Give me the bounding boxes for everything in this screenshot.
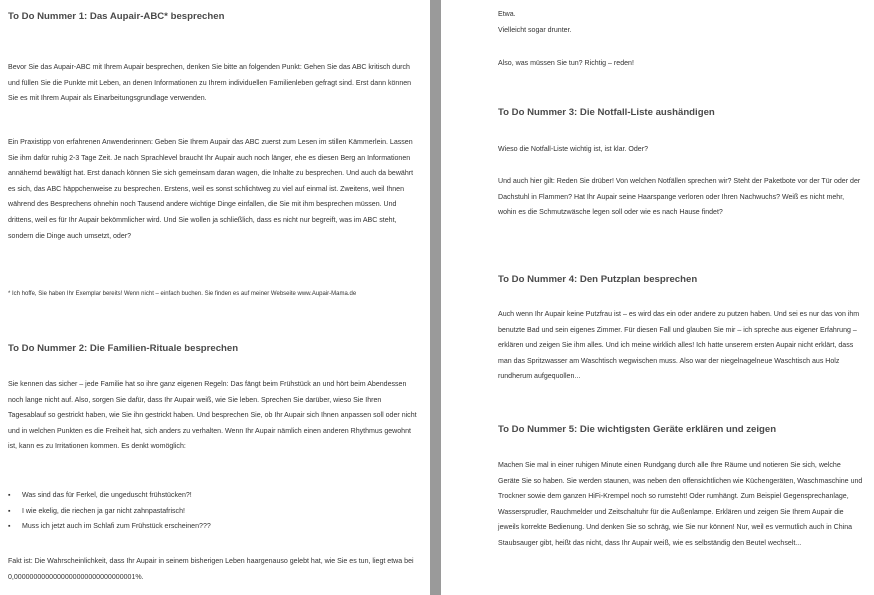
bullet-list: [8, 488, 418, 535]
heading-todo-1: To Do Nummer 1: Das Aupair-ABC* besprechen: [8, 11, 225, 22]
paragraph-praxistipp: Ein Praxistipp von erfahrenen Anwenderinnen: Geben Sie Ihrem Aupair das ABC zuerst zum Lesen im stillen Kämmerlein. Lassen Sie ihm dafür ruhig 2-3 Tage Zeit. Je nach Sprachlevel braucht Ihr Aupair auch noch länger, ehe es diesen Berg an Informationen annähernd bewältigt hat. Erst danach können Sie sich gemeinsam daran wagen, die Inhalte zu besprechen. Und auch da bewährt es sich, das ABC häppchenweise zu besprechen. Erstens, weil es sonst schlichtweg zu viel auf einmal ist. Zweitens, weil Ihnen während des Besprechens ohnehin noch Tausend andere wichtige Dinge einfallen, die Sie mit ihm besprechen müssen. Und drittens, weil es für Ihr Aupair bekömmlicher wird. Und Sie wollen ja schließlich, dass es nicht nur begreift, was im ABC steht, sondern die Dinge auch umsetzt, oder?: [8, 139, 414, 240]
list-item: ▪ Muss ich jetzt auch im Schlafi zum Frühstück erscheinen???: [8, 519, 418, 535]
paragraph-reden: Also, was müssen Sie tun? Richtig – reden!: [498, 60, 634, 67]
paragraph-abc-intro: Bevor Sie das Aupair-ABC mit Ihrem Aupair besprechen, denken Sie bitte an folgenden Punkt: Gehen Sie das ABC kritisch durch und füllen Sie die Punkte mit Leben, an denen Informationen zu Ihrem individuellen Familienleben gefragt sind. Erst dann können Sie es mit Ihrem Aupair als Einarbeitungsgrundlage verwenden.: [8, 64, 412, 103]
list-item: ▪ Was sind das für Ferkel, die ungeduscht frühstücken?!: [8, 488, 418, 504]
footnote: * Ich hoffe, Sie haben Ihr Exemplar bereits! Wenn nicht – einfach buchen. Sie finden es auf meiner Webseite www.Aupair-Mama.de: [8, 291, 357, 297]
document-page-right: [441, 0, 874, 595]
heading-todo-3: To Do Nummer 3: Die Notfall-Liste aushändigen: [498, 107, 715, 118]
paragraph-notfall: Wieso die Notfall-Liste wichtig ist, ist klar. Oder?: [498, 146, 648, 153]
heading-todo-4: To Do Nummer 4: Den Putzplan besprechen: [498, 274, 698, 285]
paragraph-putzplan: Auch wenn Ihr Aupair keine Putzfrau ist – es wird das ein oder andere zu putzen haben. Und sei es nur das von ihm benutzte Bad und sein eigenes Zimmer. Für diesen Fall und glauben Sie mir – ich spreche aus eigener Erfahrung – erklären und zeigen Sie ihm alles. Und ich meine wirklich alles! Ich hatte unserem ersten Aupair nicht erklärt, dass man das Spritzwasser am Waschtisch wegwischen muss. Also war der niegelnagelneue Waschtisch aus Holz rundherum aufgequollen...: [498, 311, 860, 381]
heading-todo-5: To Do Nummer 5: Die wichtigsten Geräte erklären und zeigen: [498, 424, 777, 435]
paragraph-etwa: Etwa. Vielleicht sogar drunter.: [498, 11, 572, 34]
heading-todo-2: To Do Nummer 2: Die Familien-Rituale besprechen: [8, 343, 239, 354]
document-page-left: [0, 0, 430, 595]
paragraph-geraete: Machen Sie mal in einer ruhigen Minute einen Rundgang durch alle Ihre Räume und notieren Sie sich, welche Geräte Sie so haben. Sie werden staunen, was neben den offensichtlichen wie Küchengeräten, Waschmaschine und Trockner sowie dem ganzen HiFi-Krempel noch so rumsteht! Oder rumhängt. Zum Beispiel Gegensprechanlage, Wassersprudler, Rauchmelder und Zeitschaltuhr für die Außenlampe. Erklären und zeigen Sie Ihrem Aupair die jeweils korrekte Bedienung. Und denken Sie so schräg, wie Sie nur können! Nur, weil es vermutlich auch in China Staubsauger gibt, heißt das nicht, dass Ihr Aupair weiß, wie es selbständig den Beutel wechselt...: [498, 462, 863, 547]
page-gutter: [430, 0, 441, 595]
paragraph-notfall-details: Und auch hier gilt: Reden Sie drüber! Von welchen Notfällen sprechen wir? Steht der Paketbote vor der Tür oder der Dachstuhl in Flammen? Hat Ihr Aupair seine Haarspange verloren oder Ihren Nachwuchs? Weiß es nicht mehr, wohin es die Schmutzwäsche legen soll oder wie es nach Hause findet?: [498, 178, 861, 217]
paragraph-fakt: Fakt ist: Die Wahrscheinlichkeit, dass Ihr Aupair in seinem bisherigen Leben haargenauso gelebt hat, wie Sie es tun, liegt etwa bei 0,0000000000000000000000000000001%.: [8, 558, 414, 581]
list-item: ▪ I wie ekelig, die riechen ja gar nicht zahnpastafrisch!: [8, 504, 418, 520]
paragraph-rituale: Sie kennen das sicher – jede Familie hat so ihre ganz eigenen Regeln: Das fängt beim Frühstück an und hört beim Abendessen noch lange nicht auf. Also, sorgen Sie dafür, dass Ihr Aupair weiß, wie Sie leben. Sprechen Sie darüber, wieso Sie Ihren Tagesablauf so gestrickt haben, wie Sie ihn gestrickt haben. Und besprechen Sie, ob Ihr Aupair sich Ihnen anpassen soll oder nicht und in welchen Punkten es die Freiheit hat, sich anders zu verhalten. Wenn Ihr Aupair nämlich einen anderen Rhythmus gewohnt ist, kann es zu Irritationen kommen. Es denkt womöglich:: [8, 381, 417, 451]
